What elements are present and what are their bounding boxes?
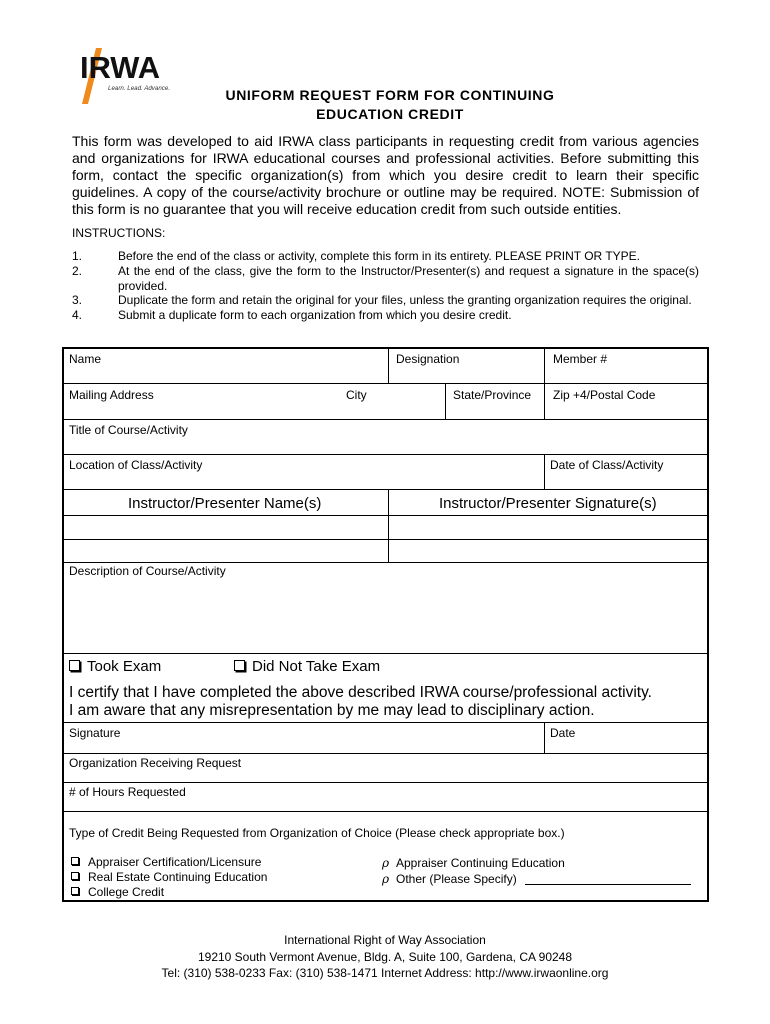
did-not-take-exam-checkbox[interactable] — [234, 658, 380, 675]
instruction-number: 3. — [72, 293, 83, 308]
logo-brand: IRWA — [80, 50, 160, 85]
certification-statement — [69, 684, 652, 720]
college-credit-option[interactable] — [71, 885, 164, 899]
radio-icon: ρ — [382, 872, 390, 886]
instructor-signature-header: Instructor/Presenter Signature(s) — [439, 495, 657, 512]
intro-paragraph: This form was developed to aid IRWA class participants in requesting credit from various agencies and organizations for IRWA educational courses and professional activities. Before submitting this form, contact the specific organization(s) from which you desire credit to learn their specific guidelines. A copy of the course/activity brochure or outline may be required. NOTE: Submission of this form is no guarantee that you will receive education credit from such outside entities. — [72, 133, 699, 217]
organization-field[interactable]: Organization Receiving Request — [69, 756, 242, 770]
instruction-text: Duplicate the form and retain the original for your files, unless the granting organization requires the original. — [118, 293, 692, 308]
certification-line: I am aware that any misrepresentation by me may lead to disciplinary action. — [69, 702, 595, 719]
city-field[interactable]: City — [346, 388, 367, 402]
instruction-number: 2. — [72, 263, 83, 278]
request-form — [62, 347, 709, 902]
mailing-address-field[interactable]: Mailing Address — [69, 388, 154, 402]
hours-requested-field[interactable]: # of Hours Requested — [69, 785, 186, 799]
instructor-name-input[interactable] — [64, 540, 387, 561]
instruction-text: Before the end of the class or activity, complete this form in its entirety. PLEASE PRINT OR TYPE. — [118, 249, 640, 263]
irwa-logo — [78, 46, 188, 106]
radio-icon: ρ — [382, 856, 390, 870]
member-number-field[interactable]: Member # — [553, 352, 608, 366]
other-option[interactable] — [382, 872, 691, 886]
checkbox-icon — [71, 857, 79, 865]
footer-contact: Tel: (310) 538-0233 Fax: (310) 538-1471 Internet Address: http://www.irwaonline.org — [161, 966, 609, 980]
instruction-number: 1. — [72, 249, 83, 263]
footer-org: International Right of Way Association — [284, 933, 486, 947]
description-field[interactable]: Description of Course/Activity — [69, 564, 226, 578]
location-field[interactable]: Location of Class/Activity — [69, 458, 203, 472]
instruction-number: 4. — [72, 308, 83, 323]
certification-line: I certify that I have completed the above described IRWA course/professional activity. — [69, 684, 652, 701]
real-estate-ce-option[interactable] — [71, 870, 267, 884]
form-title-line1: UNIFORM REQUEST FORM FOR CONTINUING — [225, 87, 555, 103]
appraiser-ce-option[interactable] — [382, 856, 565, 870]
option-label: Appraiser Certification/Licensure — [88, 855, 262, 869]
checkbox-icon — [69, 660, 80, 671]
instructor-name-input[interactable] — [64, 516, 387, 538]
appraiser-certification-option[interactable] — [71, 855, 261, 869]
form-title — [180, 86, 600, 124]
option-label: Appraiser Continuing Education — [396, 856, 565, 870]
instructions-list — [72, 249, 699, 323]
checkbox-icon — [71, 872, 79, 880]
instruction-text: Submit a duplicate form to each organization from which you desire credit. — [118, 308, 512, 323]
did-not-take-exam-label: Did Not Take Exam — [252, 658, 381, 675]
date-of-class-field[interactable]: Date of Class/Activity — [550, 458, 664, 472]
checkbox-icon — [71, 887, 79, 895]
form-title-line2: EDUCATION CREDIT — [316, 106, 464, 122]
checkbox-icon — [234, 660, 245, 671]
instructor-signature-input[interactable] — [389, 540, 707, 561]
instruction-item — [72, 308, 699, 323]
state-province-field[interactable]: State/Province — [453, 388, 532, 402]
instructor-signature-input[interactable] — [389, 516, 707, 538]
other-specify-input[interactable] — [525, 872, 691, 885]
instruction-item — [72, 293, 699, 308]
zip-postal-field[interactable]: Zip +4/Postal Code — [553, 388, 656, 402]
option-label: Real Estate Continuing Education — [88, 870, 268, 884]
credit-type-heading: Type of Credit Being Requested from Organization of Choice (Please check appropriate box.) — [69, 826, 565, 840]
instructor-name-header: Instructor/Presenter Name(s) — [128, 495, 322, 512]
footer-address: 19210 South Vermont Avenue, Bldg. A, Suite 100, Gardena, CA 90248 — [197, 949, 573, 964]
instructions-heading: INSTRUCTIONS: — [72, 226, 166, 240]
took-exam-label: Took Exam — [87, 658, 162, 675]
instruction-item — [72, 264, 699, 294]
took-exam-checkbox[interactable] — [69, 658, 161, 675]
footer — [0, 932, 770, 982]
instruction-item — [72, 249, 699, 264]
logo-tagline: Learn. Lead. Advance. — [108, 85, 171, 92]
designation-field[interactable]: Designation — [396, 352, 460, 366]
instruction-text: At the end of the class, give the form to the Instructor/Presenter(s) and request a signature in the space(s) provided. — [118, 263, 699, 293]
course-title-field[interactable]: Title of Course/Activity — [69, 423, 188, 437]
option-label: College Credit — [88, 885, 165, 899]
date-field[interactable]: Date — [550, 726, 576, 740]
signature-field[interactable]: Signature — [69, 726, 121, 740]
option-label: Other (Please Specify) — [396, 872, 517, 886]
name-field[interactable]: Name — [69, 352, 102, 366]
